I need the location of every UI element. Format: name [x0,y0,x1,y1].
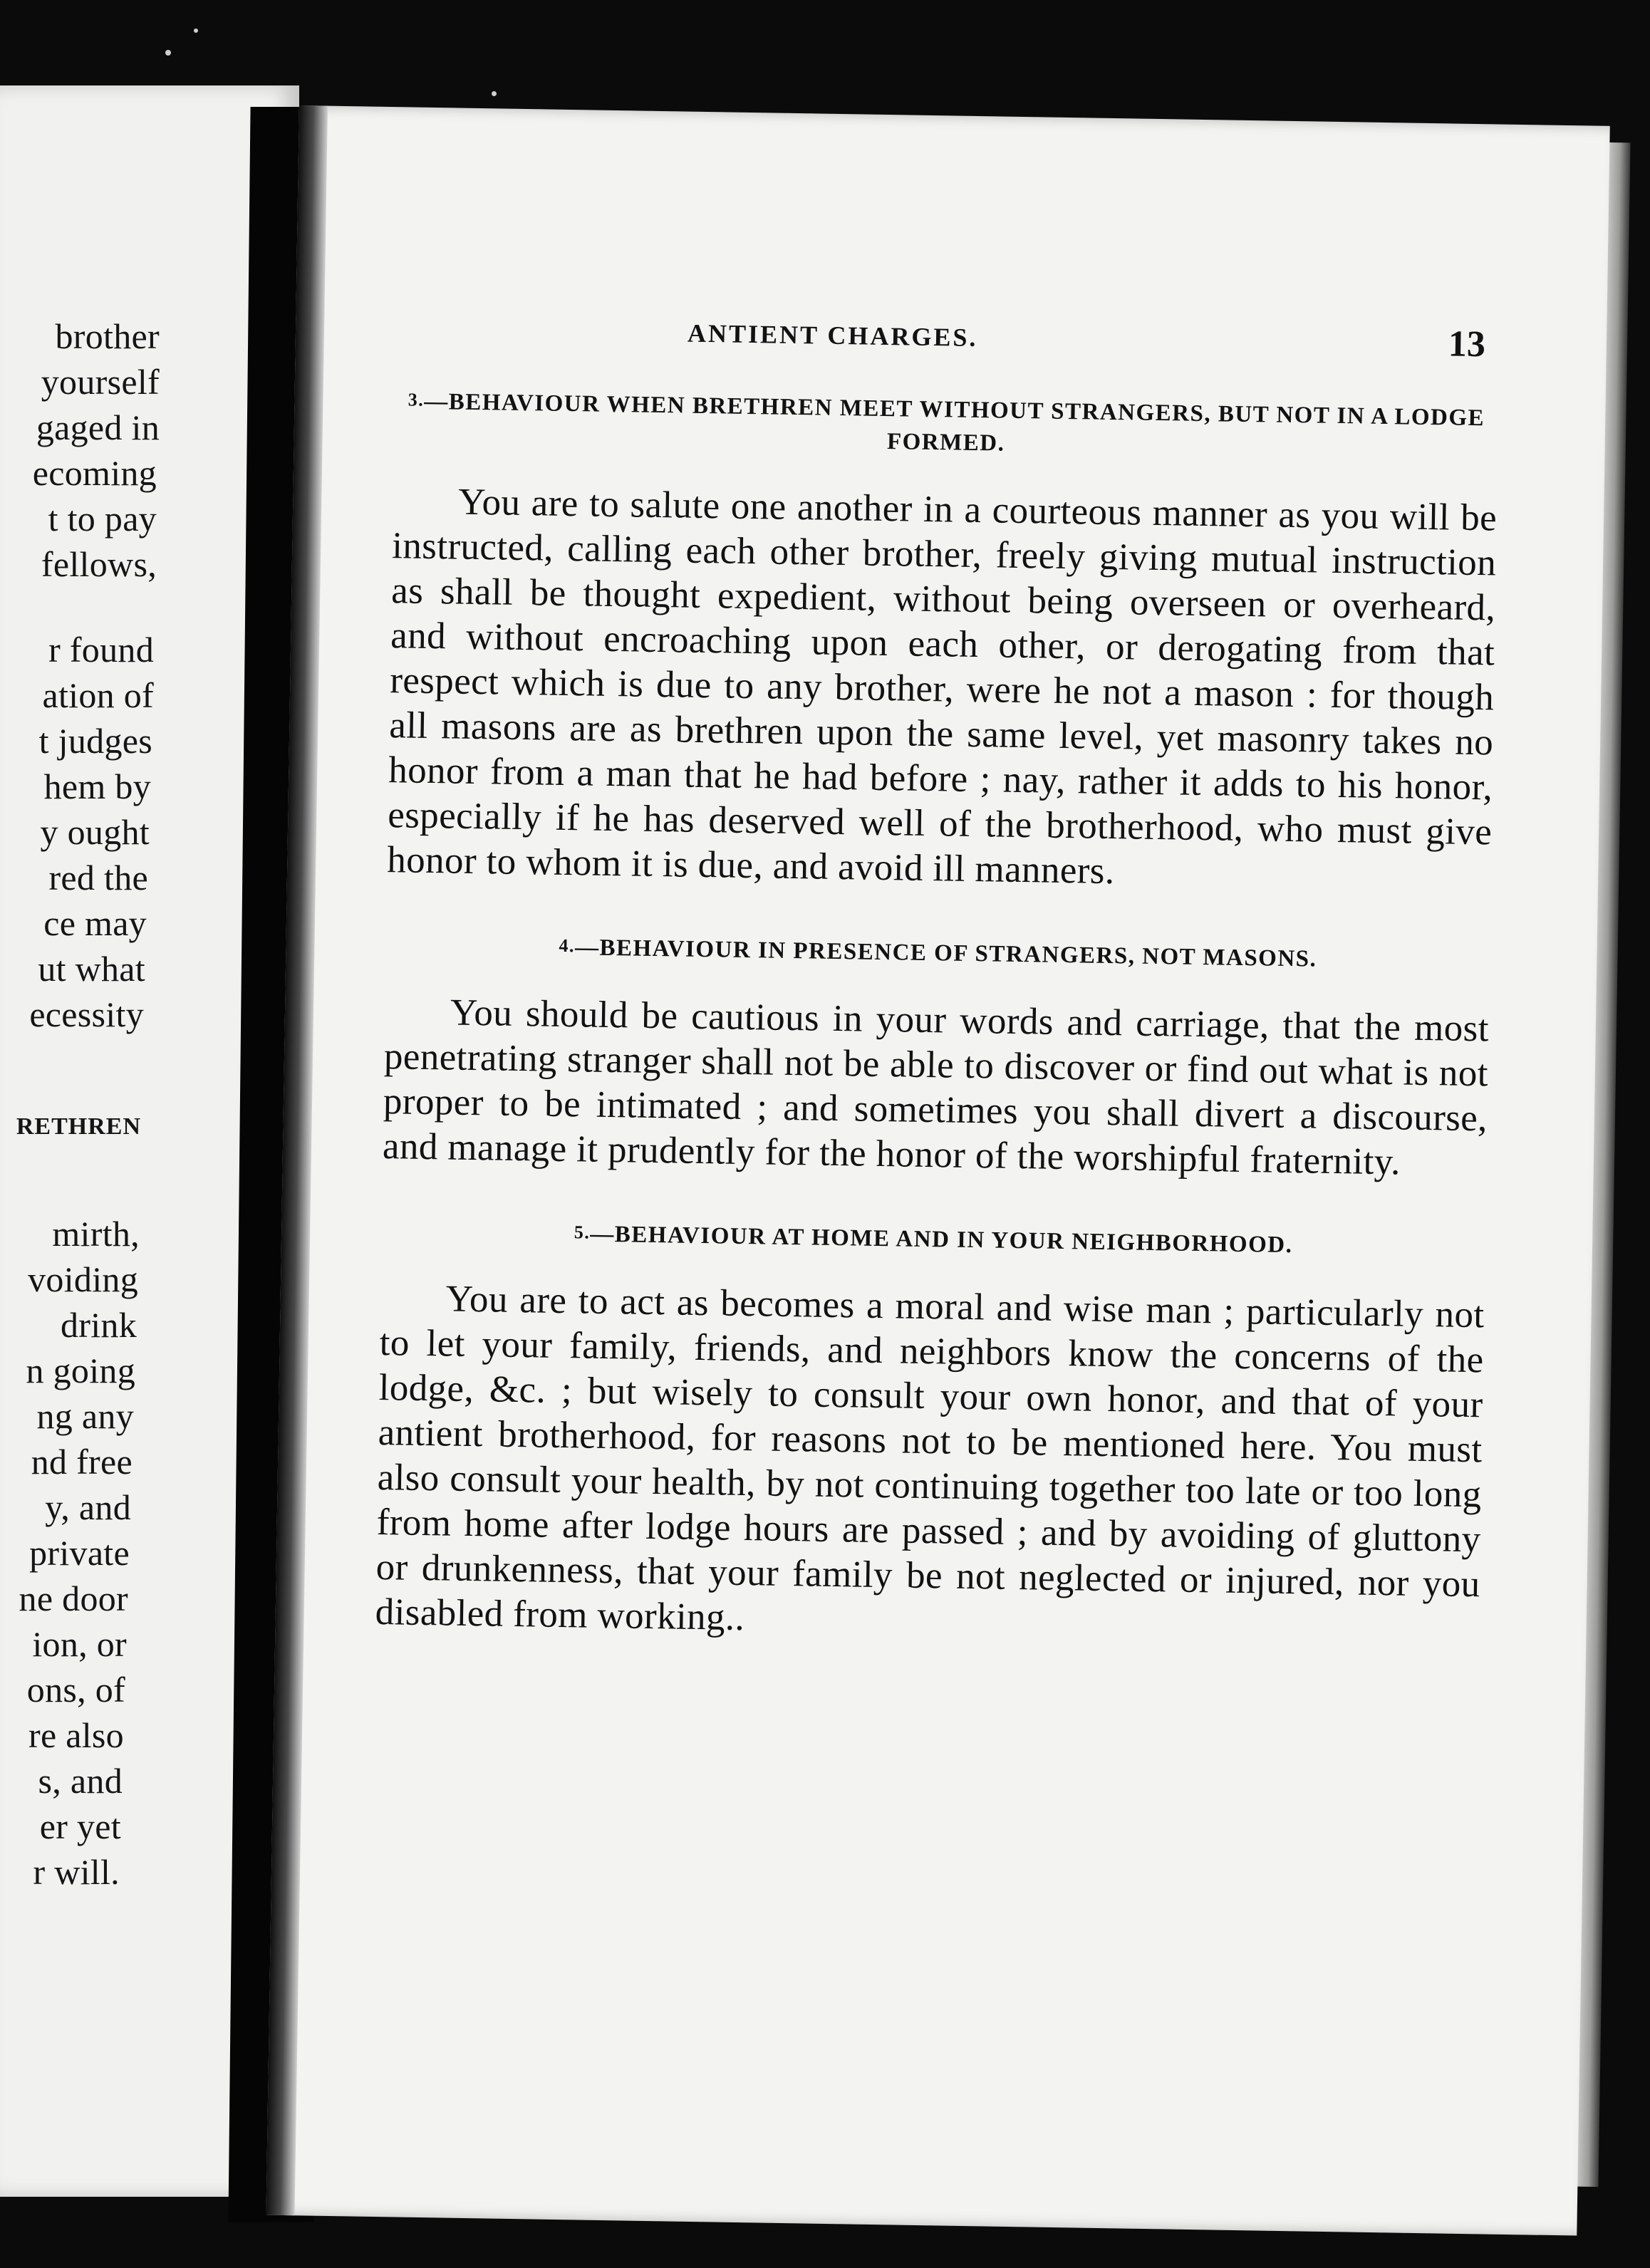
section-number: 4. [559,935,576,957]
left-line: re also [28,1715,124,1755]
section-heading-text: —BEHAVIOUR IN PRESENCE OF STRANGERS, NOT MASONS. [574,935,1317,972]
section-3 [387,383,1499,900]
left-line: voiding [28,1259,138,1299]
left-line: t judges [38,721,152,761]
left-line: brother [55,316,160,356]
left-line: gaged in [36,407,160,447]
left-line: ce may [43,903,147,943]
left-line: fellows, [41,544,157,584]
left-line: ion, or [32,1624,127,1664]
left-line: private [29,1533,130,1573]
left-line: ng any [36,1396,134,1436]
left-line: ons, of [26,1670,125,1710]
page-number: 13 [1448,323,1486,365]
section-heading-text: —BEHAVIOUR AT HOME AND IN YOUR NEIGHBORHOOD. [590,1221,1293,1259]
left-line: n going [26,1351,135,1390]
left-line: r will. [33,1852,120,1892]
section-heading [385,927,1490,978]
section-body: You are to salute one another in a courteous manner as you will be instructed, calling each other brother, freely giving mutual instruction as shall be thought expedient, without being overseen or overheard, and without encroaching upon each other, or derogating from that respect which is due to any brother, were he not a mason : for though all masons are as brethren upon the same level, yet masonry takes no honor from a man that he had before ; nay, rather it adds to his honor, especially if he has deserved well of the brotherhood, who must give honor to whom it is due, and avoid ill manners. [386,481,1498,893]
left-line: ation of [42,675,154,715]
left-line: er yet [39,1806,121,1846]
left-heading-fragment: RETHREN [16,1113,141,1140]
section-number: 3. [408,389,425,410]
section-body: You should be cautious in your words and carriage, that the most penetrating stranger shall not be able to discover or find out what is not proper to be intimated ; and sometimes you shall divert a discourse, and manage it prudently for the honor of the worshipful fraternity. [382,992,1490,1183]
speck [492,91,497,96]
section-heading [393,383,1498,467]
section-number: 5. [574,1222,591,1243]
section-heading [381,1213,1486,1264]
left-line: nd free [31,1442,133,1482]
section-5 [375,1213,1485,1652]
left-line: ne door [19,1578,128,1618]
speck [194,28,198,33]
right-page [266,105,1609,2236]
left-line: red the [48,858,148,898]
running-head [395,306,1500,387]
left-line: r found [48,630,154,670]
left-line: mirth, [52,1214,140,1254]
left-line: yourself [41,362,160,402]
left-line: ecessity [29,994,144,1034]
section-body: You are to act as becomes a moral and wise man ; particularly not to let your family, friends, and neighbors know the concerns of the lodge, &c. ; but wisely to consult your own honor, and that of your antient brotherhood, for reasons not to be mentioned here. You must also consult your health, by not continuing together too late or too long from home after lodge hours are passed ; and by avoiding of gluttony or drunkenness, that your family be not neglected or injured, nor you disabled from working.. [375,1278,1485,1639]
section-4 [383,927,1490,1186]
page-content [374,306,1500,1696]
left-line: y, and [45,1487,131,1527]
left-line: t to pay [48,499,157,539]
running-title: ANTIENT CHARGES. [687,318,978,352]
left-line: ut what [38,949,145,989]
left-line: s, and [38,1761,123,1801]
left-line: y ought [40,812,150,852]
left-line: drink [60,1305,137,1345]
speck [165,50,171,56]
left-line: hem by [43,766,151,806]
left-line: ecoming [32,453,157,493]
section-heading-text: —BEHAVIOUR WHEN BRETHREN MEET WITHOUT STRANGERS, BUT NOT IN A LODGE FORMED. [423,388,1485,457]
